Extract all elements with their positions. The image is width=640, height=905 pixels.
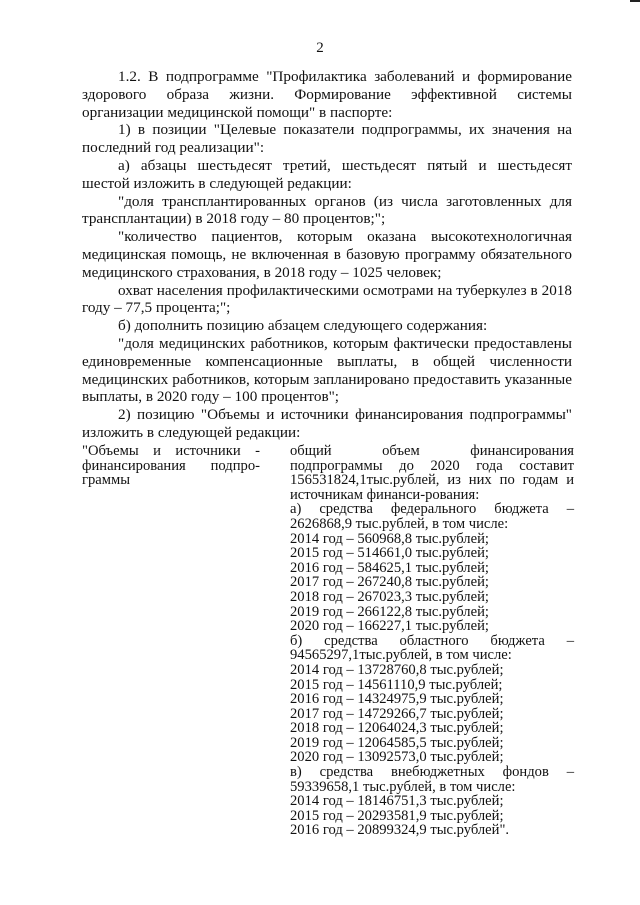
paragraph-item-1: 1) в позиции "Целевые показатели подпрограммы, их значения на последний год реализации": bbox=[82, 121, 572, 157]
year-line: 2018 год – 12064024,3 тыс.рублей; bbox=[290, 720, 504, 737]
year-line: 2016 год – 14324975,9 тыс.рублей; bbox=[290, 691, 504, 708]
source-offbudget-heading: в) средства внебюджетных фондов – 59339658,1 тыс.рублей, в том числе: bbox=[290, 764, 574, 795]
year-line: 2015 год – 20293581,9 тыс.рублей; bbox=[290, 807, 504, 824]
year-line: 2015 год – 514661,0 тыс.рублей; bbox=[290, 545, 489, 562]
paragraph-intro: 1.2. В подпрограмме "Профилактика заболеваний и формирование здорового образа жизни. Формирование эффективной системы организации медицинской помощи" в паспорте: bbox=[82, 68, 572, 121]
year-line: 2014 год – 13728760,8 тыс.рублей; bbox=[290, 661, 504, 678]
year-line: 2019 год – 266122,8 тыс.рублей; bbox=[290, 603, 489, 620]
year-line: 2020 год – 166227,1 тыс.рублей; bbox=[290, 618, 489, 635]
year-line: 2017 год – 267240,8 тыс.рублей; bbox=[290, 574, 489, 591]
year-line: 2014 год – 560968,8 тыс.рублей; bbox=[290, 530, 489, 547]
paragraph-item-2: 2) позицию "Объемы и источники финансирования подпрограммы" изложить в следующей редакции: bbox=[82, 406, 572, 441]
paragraph-item-a: а) абзацы шестьдесят третий, шестьдесят пятый и шестьдесят шестой изложить в следующей редакции: bbox=[82, 156, 572, 192]
year-line: 2018 год – 267023,3 тыс.рублей; bbox=[290, 588, 489, 605]
source-regional-heading: б) средства областного бюджета – 94565297,1тыс.рублей, в том числе: bbox=[290, 632, 574, 664]
scan-corner-mark bbox=[630, 0, 640, 8]
financing-total: общий объем финансирования подпрограммы до 2020 года составит 156531824,1тыс.рублей, из них по годам и источникам финанси-рования: bbox=[290, 443, 574, 503]
year-line: 2017 год – 14729266,7 тыс.рублей; bbox=[290, 705, 504, 722]
paragraph-tuberculosis: охват населения профилактическими осмотрами на туберкулез в 2018 году – 77,5 процента;"; bbox=[82, 281, 572, 317]
financing-label: "Объемы и источники - финансирования подпро-граммы bbox=[82, 443, 260, 489]
year-line: 2016 год – 584625,1 тыс.рублей; bbox=[290, 559, 489, 576]
paragraph-quote-transplant: "доля трансплантированных органов (из числа заготовленных для трансплантации) в 2018 году – 80 процентов;"; bbox=[82, 192, 572, 228]
paragraph-item-b: б) дополнить позицию абзацем следующего содержания: bbox=[118, 317, 488, 335]
year-line: 2016 год – 20899324,9 тыс.рублей". bbox=[290, 822, 510, 839]
page-number: 2 bbox=[316, 40, 324, 56]
year-line: 2020 год – 13092573,0 тыс.рублей; bbox=[290, 749, 504, 766]
document-body bbox=[82, 68, 572, 442]
paragraph-quote-medical-workers: "доля медицинских работников, которым фактически предоставлены единовременные компенсационные выплаты, в общей численности медицинских работников, которым запланировано предоставить указанные выплаты, в 2020 году – 100 процентов"; bbox=[82, 334, 572, 406]
financing-details bbox=[274, 444, 574, 838]
year-line: 2019 год – 12064585,5 тыс.рублей; bbox=[290, 734, 504, 751]
year-line: 2015 год – 14561110,9 тыс.рублей; bbox=[290, 676, 503, 693]
paragraph-quote-patients: "количество пациентов, которым оказана высокотехнологичная медицинская помощь, не включенная в базовую программу обязательного медицинского страхования, в 2018 году – 1025 человек; bbox=[82, 228, 572, 281]
year-line: 2014 год – 18146751,3 тыс.рублей; bbox=[290, 793, 504, 810]
source-federal-heading: а) средства федерального бюджета – 2626868,9 тыс.рублей, в том числе: bbox=[290, 501, 574, 532]
